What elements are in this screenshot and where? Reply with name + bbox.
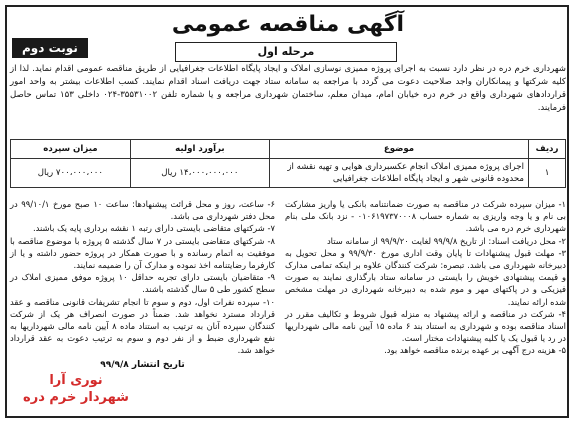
intro-paragraph: شهرداری خرم دره در نظر دارد نسبت به اجرای پروژه ممیزی نوسازی املاک و ایجاد پایگاه اطلاعات جغرافیایی از طریق مناقصه عمومی اقدام نماید. لذا از کلیه شرکتها و پیمانکاران واجد صلاحیت دعوت می گردد با مراجعه به سامانه ستاد جهت دریافت اسناد اقدام نمایند. کسب اطلاعات بیشتر به واحد امور قراردادهای شهرداری واقع در خرم دره خیابان امام، میدان معلم، ساختمان شهرداری مراجعه و یا شماره تلفن ۳۵۵۳۱۰۰۲-۰۲۴ داخلی ۱۵۳ تماس حاصل فرمایند. bbox=[10, 64, 566, 113]
tender-table bbox=[10, 139, 566, 188]
conditions-right-column bbox=[285, 198, 566, 357]
stage-label: مرحله اول bbox=[175, 42, 397, 62]
notice-title: آگهی مناقصه عمومی bbox=[171, 12, 405, 37]
signatory-name: نوری آرا bbox=[49, 373, 103, 388]
column-header-estimate: برآورد اولیه bbox=[130, 140, 269, 159]
column-header-deposit: میزان سپرده bbox=[11, 140, 131, 159]
table-header-row bbox=[11, 140, 566, 159]
row-index: ۱ bbox=[529, 159, 566, 188]
condition-item: ۴- شرکت در مناقصه و ارائه پیشنهاد به منزله قبول شروط و تکالیف مقرر در اسناد مناقصه بوده و شهرداری به استناد بند ۶ ماده ۱۵ آیین نامه مالی شهرداریها در رد یا قبول یک یا کلیه پیشنهادات مختار است. bbox=[285, 308, 566, 344]
round-badge: نوبت دوم bbox=[12, 38, 88, 58]
condition-item: ۳- مهلت قبول پیشنهادات تا پایان وقت اداری مورخ ۹۹/۹/۳۰ و محل تحویل به دبیرخانه شهرداری می باشد. تبصره: شرکت کنندگان علاوه بر اینکه تمامی مدارک و قیمت پیشنهادی خویش را بایستی در سامانه ستاد بارگذاری نمایند به صورت فیزیکی و در پاکتهای مهر و موم شده به دبیرخانه شهرداری در مهلت مشخص شده ارائه نمایند. bbox=[285, 247, 566, 307]
signatory-org: شهردار خرم دره bbox=[23, 390, 129, 405]
column-header-subject: موضوع bbox=[270, 140, 529, 159]
condition-item: ۱- میزان سپرده شرکت در مناقصه به صورت ضمانتنامه بانکی یا واریز مشارکت بی نام و یا وجه واریزی به شماره حساب ۰۱۰۶۱۹۷۳۷۰۰۰۸ - نزد بانک ملی بنام شهرداری خرم دره می باشد. bbox=[285, 199, 566, 234]
signature-block bbox=[16, 372, 136, 406]
condition-item: ۲- محل دریافت اسناد: از تاریخ ۹۹/۹/۸ لغایت ۹۹/۹/۲۰ از سامانه ستاد bbox=[326, 235, 566, 246]
row-subject: اجرای پروژه ممیزی املاک انجام عکسبرداری هوایی و تهیه نقشه از محدوده قانونی شهر و ایجاد پایگاه اطلاعات جغرافیایی bbox=[270, 159, 529, 188]
table-row bbox=[11, 159, 566, 188]
publish-date: تاریخ انتشار ۹۹/۹/۸ bbox=[100, 359, 185, 370]
condition-item: ۶- ساعت، روز و محل قرائت پیشنهادها: ساعت ۱۰ صبح مورخ ۹۹/۱۰/۱ در محل دفتر شهرداری می باشد. bbox=[10, 199, 275, 222]
condition-item: ۵- هزینه درج آگهی بر عهده برنده مناقصه خواهد بود. bbox=[384, 345, 566, 356]
condition-item: ۷- شرکتهای متقاضی بایستی دارای رتبه ۱ نقشه برداری پایه یک باشند. bbox=[32, 223, 275, 234]
conditions-left-column bbox=[10, 198, 275, 371]
condition-item: ۸- شرکتهای متقاضی بایستی در ۷ سال گذشته ۵ پروژه با موضوع مناقصه با موفقیت به اتمام رسانده و با صورت همکار در پروژه حضور داشته و یا از کارفرما رضایتنامه اخذ نموده و مدارک آن را ضمیمه نمایند. bbox=[10, 235, 275, 271]
condition-item: ۹- متقاضیان بایستی دارای تجربه حداقل ۱۰ پروژه موفق ممیزی املاک در سطح کشور طی ۵ سال گذشته باشند. bbox=[10, 272, 275, 295]
condition-item: ۱۰- سپرده نفرات اول، دوم و سوم تا انجام تشریفات قانونی مناقصه و عقد قرارداد مسترد نخواهد شد. ضمناً در صورت انصراف هر یک از شرکت کنندگان سپرده آنان به ترتیب به استناد ماده ۸ آیین نامه مالی شهرداریها به نفع شهرداری ضبط و از نفر دوم و سوم به ترتیب دعوت به عقد قرارداد خواهد شد. bbox=[10, 296, 276, 356]
row-estimate: ۱۴،۰۰۰،۰۰۰،۰۰۰ ریال bbox=[130, 159, 269, 188]
row-deposit: ۷۰۰،۰۰۰،۰۰۰ ریال bbox=[11, 159, 131, 188]
column-header-index: ردیف bbox=[529, 140, 566, 159]
